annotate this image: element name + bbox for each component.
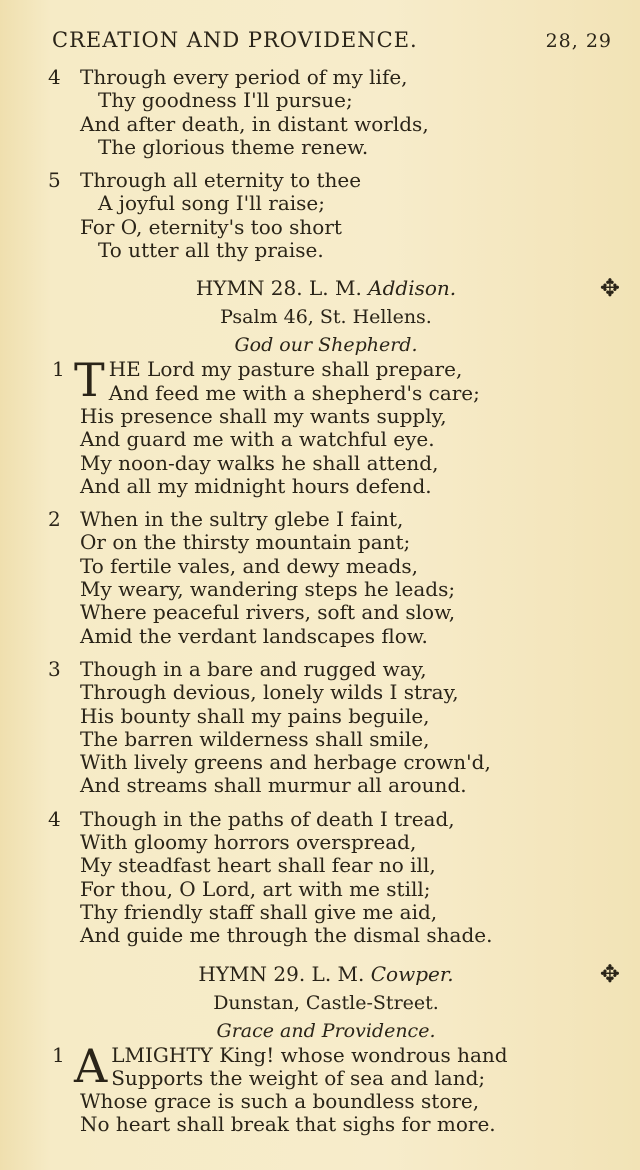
verse-line: LMIGHTY King! whose wondrous hand (111, 1042, 508, 1067)
hymn-heading (52, 274, 620, 303)
stanza (48, 507, 580, 648)
verse-line: No heart shall break that sighs for more. (80, 1112, 496, 1137)
hymn-number: HYMN 28. L. M. (195, 276, 362, 301)
hymn-author: Cowper. (370, 961, 454, 986)
tune-names: Psalm 46, St. Hellens. (220, 306, 432, 329)
hymn-subject: God our Shepherd. (234, 334, 418, 357)
verse-line: Though in the paths of death I tread, (80, 806, 455, 831)
verse-line: A joyful song I'll raise; (98, 191, 325, 216)
hymn-heading (52, 959, 620, 988)
stanza (48, 656, 580, 798)
stanza-number: 4 (48, 65, 61, 89)
verse-line: Thy friendly staff shall give me aid, (80, 899, 438, 924)
drop-cap: A (74, 1038, 108, 1093)
verse-line: His presence shall my wants supply, (80, 403, 447, 428)
running-head (52, 28, 612, 52)
verse-line: Thy goodness I'll pursue; (98, 88, 353, 113)
verse-line: For thou, O Lord, art with me still; (80, 876, 431, 901)
verse-line: His bounty shall my pains beguile, (80, 703, 430, 728)
verse-line: My steadfast heart shall fear no ill, (80, 853, 436, 878)
page-numbers: 28, 29 (545, 30, 612, 52)
verse-line: Where peaceful rivers, soft and slow, (80, 600, 456, 625)
verse-line: HE Lord my pasture shall prepare, (108, 357, 463, 382)
verse-line: The barren wilderness shall smile, (80, 726, 430, 751)
verse-line: Or on the thirsty mountain pant; (80, 530, 411, 555)
first-stanza (52, 353, 580, 498)
verse-line: My weary, wandering steps he leads; (80, 577, 456, 602)
verse-line: To fertile vales, and dewy meads, (80, 553, 418, 578)
stanza-number: 3 (48, 656, 61, 681)
verse-line: Through all eternity to thee (80, 168, 362, 193)
verse-line: Through devious, lonely wilds I stray, (80, 680, 459, 705)
verse-line: And after death, in distant worlds, (80, 111, 429, 136)
verse-line: With gloomy horrors overspread, (80, 830, 417, 855)
verse-line: And guide me through the dismal shade. (80, 923, 493, 948)
tune-names: Dunstan, Castle-Street. (213, 991, 439, 1014)
verse-line: The glorious theme renew. (98, 134, 369, 159)
verse-line: Whose grace is such a boundless store, (80, 1089, 480, 1114)
hymn-subject: Grace and Providence. (216, 1019, 436, 1042)
verse-line: And feed me with a shepherd's care; (108, 380, 480, 405)
stanza-number: 1 (52, 357, 65, 382)
hymn-number: HYMN 29. L. M. (198, 961, 365, 986)
verse-line: Supports the weight of sea and land; (111, 1065, 486, 1090)
stanza (48, 168, 580, 263)
verse-line: Amid the verdant landscapes flow. (80, 623, 428, 648)
stanza (48, 806, 580, 948)
stanza (48, 65, 580, 159)
verse-line: And all my midnight hours defend. (80, 473, 432, 498)
verse-line: My noon-day walks he shall attend, (80, 450, 439, 475)
verse-line: With lively greens and herbage crown'd, (80, 750, 491, 775)
first-stanza (52, 1038, 580, 1137)
ornament-icon: ✥ (599, 274, 620, 303)
ornament-icon: ✥ (599, 959, 620, 988)
verse-line: And streams shall murmur all around. (80, 773, 467, 798)
stanza-number: 4 (48, 806, 61, 831)
verse-line: For O, eternity's too short (80, 214, 342, 239)
running-head-title: CREATION AND PROVIDENCE. (52, 28, 418, 52)
hymn-author: Addison. (368, 276, 457, 301)
stanza-number: 5 (48, 168, 61, 193)
verse-line: Through every period of my life, (80, 65, 408, 89)
verse-line: To utter all thy praise. (98, 238, 324, 263)
verse-line: When in the sultry glebe I faint, (80, 507, 404, 532)
drop-cap: T (74, 353, 105, 408)
verse-line: Though in a bare and rugged way, (80, 656, 427, 681)
verse-line: And guard me with a watchful eye. (80, 427, 435, 452)
stanza-number: 1 (52, 1042, 65, 1067)
stanza-number: 2 (48, 507, 61, 532)
